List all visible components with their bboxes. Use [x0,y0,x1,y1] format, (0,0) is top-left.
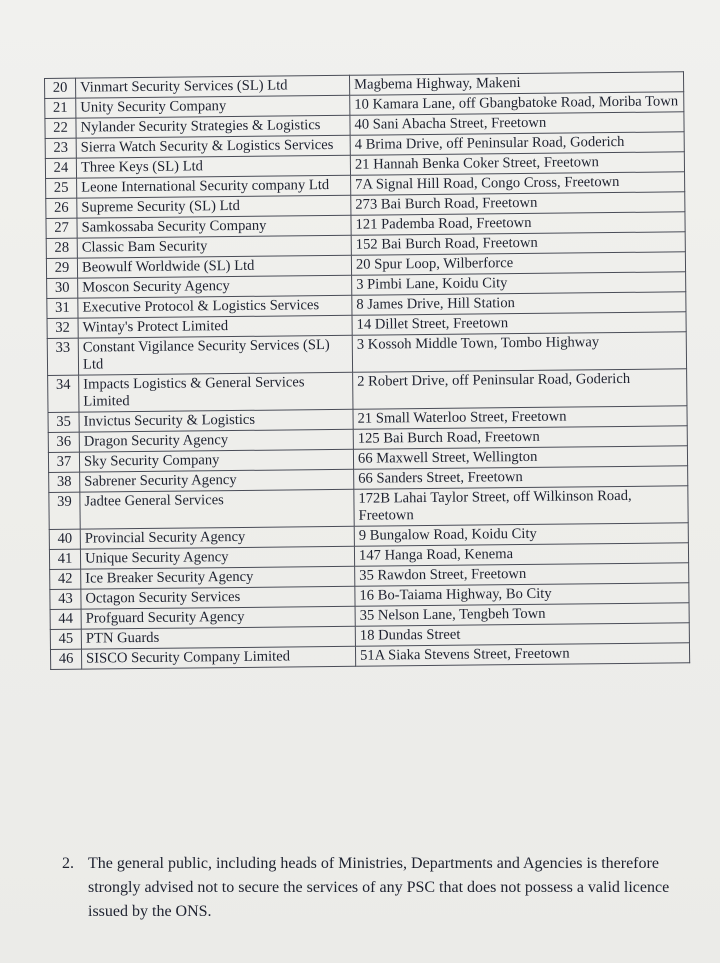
company-address: 20 Spur Loop, Wilberforce [351,252,685,275]
company-address: 18 Dundas Street [355,623,689,646]
company-name: SISCO Security Company Limited [81,646,355,669]
row-number: 23 [45,138,76,158]
company-name: Moscon Security Agency [78,275,352,298]
company-name: Unique Security Agency [80,546,354,569]
company-name: Vinmart Security Services (SL) Ltd [76,75,350,98]
company-address: 14 Dillet Street, Freetown [352,312,686,335]
company-address: 21 Small Waterloo Street, Freetown [353,406,687,429]
company-address: 3 Kossoh Middle Town, Tombo Highway [352,332,686,372]
company-address: 172B Lahai Taylor Street, off Wilkinson Road, Freetown [354,486,688,526]
row-number: 35 [48,412,79,432]
row-number: 40 [49,529,80,549]
row-number: 43 [50,589,81,609]
row-number: 45 [50,629,81,649]
row-number: 24 [45,158,76,178]
company-name: Supreme Security (SL) Ltd [77,195,351,218]
row-number: 38 [49,472,80,492]
company-name: Impacts Logistics & General Services Limited [79,372,353,412]
row-number: 22 [45,118,76,138]
company-name: Nylander Security Strategies & Logistics [76,115,350,138]
company-address: 10 Kamara Lane, off Gbangbatoke Road, Moriba Town [350,92,684,115]
company-name: Classic Bam Security [77,235,351,258]
company-address: 16 Bo-Taiama Highway, Bo City [355,583,689,606]
company-name: Unity Security Company [76,95,350,118]
row-number: 26 [46,198,77,218]
company-address: 273 Bai Burch Road, Freetown [351,192,685,215]
row-number: 31 [47,298,78,318]
company-name: Beowulf Worldwide (SL) Ltd [77,255,351,278]
company-address: 152 Bai Burch Road, Freetown [351,232,685,255]
company-name: Samkossaba Security Company [77,215,351,238]
company-address: Magbema Highway, Makeni [349,72,683,95]
company-address: 8 James Drive, Hill Station [352,292,686,315]
row-number: 27 [46,218,77,238]
table-body [45,72,690,670]
row-number: 32 [47,318,78,338]
row-number: 20 [45,78,76,98]
company-name: Octagon Security Services [81,586,355,609]
company-address: 2 Robert Drive, off Peninsular Road, Goderich [353,369,687,409]
security-companies-table [44,71,690,670]
company-address: 66 Sanders Street, Freetown [354,466,688,489]
advisory-paragraph [62,852,672,924]
row-number: 28 [46,238,77,258]
company-name: Dragon Security Agency [79,429,353,452]
row-number: 46 [50,649,81,669]
company-address: 66 Maxwell Street, Wellington [353,446,687,469]
company-name: Invictus Security & Logistics [79,409,353,432]
row-number: 33 [47,338,78,375]
company-name: Leone International Security company Ltd [77,175,351,198]
company-name: Profguard Security Agency [81,606,355,629]
company-address: 21 Hannah Benka Coker Street, Freetown [350,152,684,175]
paragraph-text: The general public, including heads of Ministries, Departments and Agencies is therefore strongly advised not to secure the services of any PSC that does not possess a valid licence issued by the ONS. [88,855,670,920]
row-number: 21 [45,98,76,118]
row-number: 34 [48,375,79,412]
company-address: 7A Signal Hill Road, Congo Cross, Freetown [351,172,685,195]
company-address: 121 Pademba Road, Freetown [351,212,685,235]
company-address: 51A Siaka Stevens Street, Freetown [355,643,689,666]
company-name: Wintay's Protect Limited [78,315,352,338]
company-address: 35 Nelson Lane, Tengbeh Town [355,603,689,626]
company-address: 4 Brima Drive, off Peninsular Road, Goderich [350,132,684,155]
company-address: 40 Sani Abacha Street, Freetown [350,112,684,135]
row-number: 41 [49,549,80,569]
company-name: PTN Guards [81,626,355,649]
company-address: 125 Bai Burch Road, Freetown [353,426,687,449]
row-number: 42 [50,569,81,589]
company-name: Sierra Watch Security & Logistics Services [76,135,350,158]
row-number: 29 [46,258,77,278]
row-number: 25 [46,178,77,198]
paragraph-number: 2. [62,855,74,872]
company-name: Jadtee General Services [80,489,354,529]
row-number: 44 [50,609,81,629]
row-number: 36 [48,432,79,452]
company-name: Three Keys (SL) Ltd [76,155,350,178]
company-address: 147 Hanga Road, Kenema [354,543,688,566]
row-number: 39 [49,492,80,529]
company-name: Provincial Security Agency [80,526,354,549]
company-name: Ice Breaker Security Agency [81,566,355,589]
company-name: Sabrener Security Agency [80,469,354,492]
row-number: 37 [48,452,79,472]
row-number: 30 [47,278,78,298]
company-address: 3 Pimbi Lane, Koidu City [352,272,686,295]
company-address: 35 Rawdon Street, Freetown [355,563,689,586]
company-name: Constant Vigilance Security Services (SL) Ltd [78,335,352,375]
company-name: Executive Protocol & Logistics Services [78,295,352,318]
security-companies-table-wrapper [44,75,684,670]
company-name: Sky Security Company [79,449,353,472]
company-address: 9 Bungalow Road, Koidu City [354,523,688,546]
